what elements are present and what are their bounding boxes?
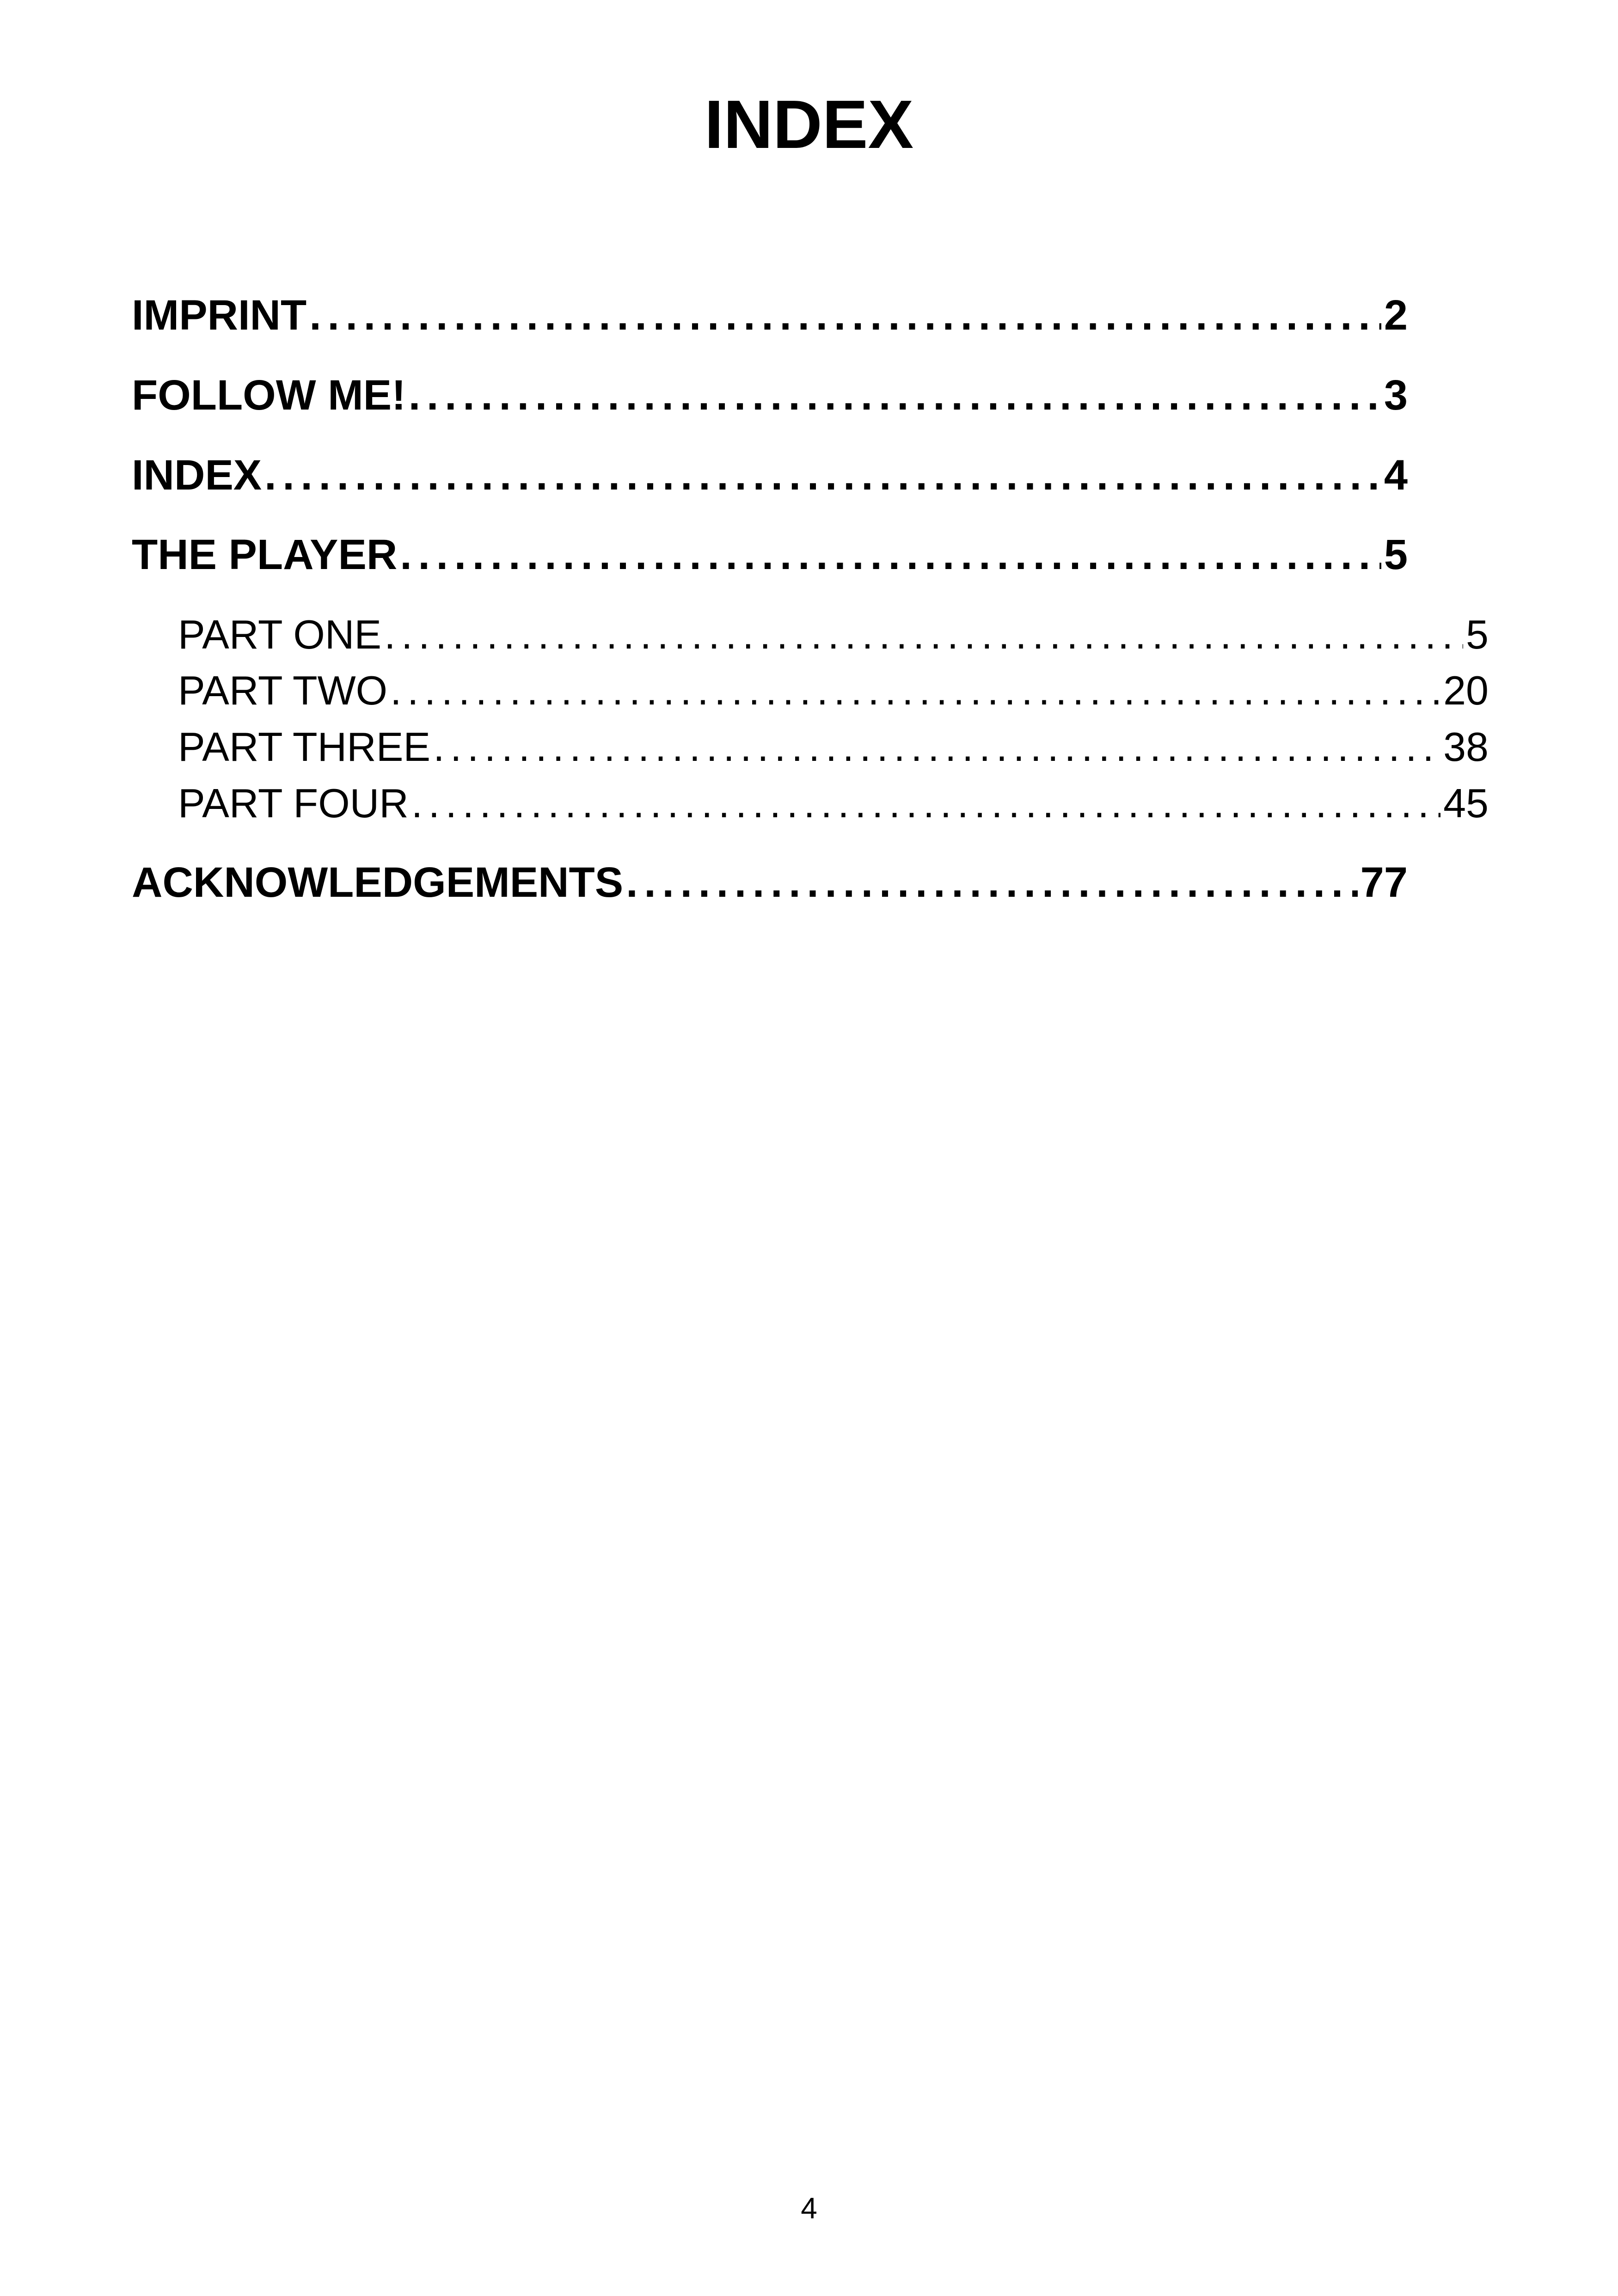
toc-entry-label: THE PLAYER: [132, 531, 398, 578]
toc-entry-part-one[interactable]: [178, 611, 1489, 664]
toc-entry-part-two[interactable]: [178, 667, 1489, 720]
toc-entry-page: 2: [1384, 292, 1408, 339]
toc-entry-follow-me[interactable]: [132, 371, 1408, 427]
toc-entry-label: INDEX: [132, 452, 262, 499]
toc-entry-part-three[interactable]: [178, 723, 1489, 777]
toc-entry-page: 77: [1360, 859, 1408, 906]
dot-leader: [626, 858, 1358, 907]
toc-entry-page: 45: [1443, 780, 1489, 826]
toc-entry-page: 20: [1443, 667, 1489, 713]
toc-entry-the-player[interactable]: [132, 531, 1408, 586]
toc-entry-page: 5: [1384, 531, 1408, 578]
dot-leader: [400, 531, 1381, 579]
toc-entry-page: 4: [1384, 452, 1408, 499]
toc-entry-label: PART THREE: [178, 724, 431, 770]
dot-leader: [390, 667, 1440, 714]
toc-entry-index[interactable]: [132, 451, 1408, 507]
toc-entry-imprint[interactable]: [132, 291, 1408, 347]
dot-leader: [309, 291, 1381, 340]
toc-entry-label: PART ONE: [178, 612, 382, 657]
toc-entry-label: PART FOUR: [178, 780, 409, 826]
page-number: 4: [801, 2192, 817, 2225]
dot-leader: [264, 451, 1381, 500]
dot-leader: [409, 371, 1381, 420]
dot-leader: [433, 723, 1440, 771]
toc-entry-label: ACKNOWLEDGEMENTS: [132, 859, 624, 906]
toc-entry-part-four[interactable]: [178, 780, 1489, 833]
toc-entry-label: IMPRINT: [132, 292, 307, 339]
toc-entry-page: 5: [1466, 612, 1489, 657]
toc-entry-page: 38: [1443, 724, 1489, 770]
dot-leader: [384, 611, 1463, 658]
dot-leader: [411, 780, 1440, 827]
toc-entry-label: FOLLOW ME!: [132, 372, 406, 419]
page-title: INDEX: [704, 86, 914, 163]
toc-entry-acknowledgements[interactable]: [132, 858, 1408, 914]
toc-entry-label: PART TWO: [178, 667, 388, 713]
toc-entry-page: 3: [1384, 372, 1408, 419]
